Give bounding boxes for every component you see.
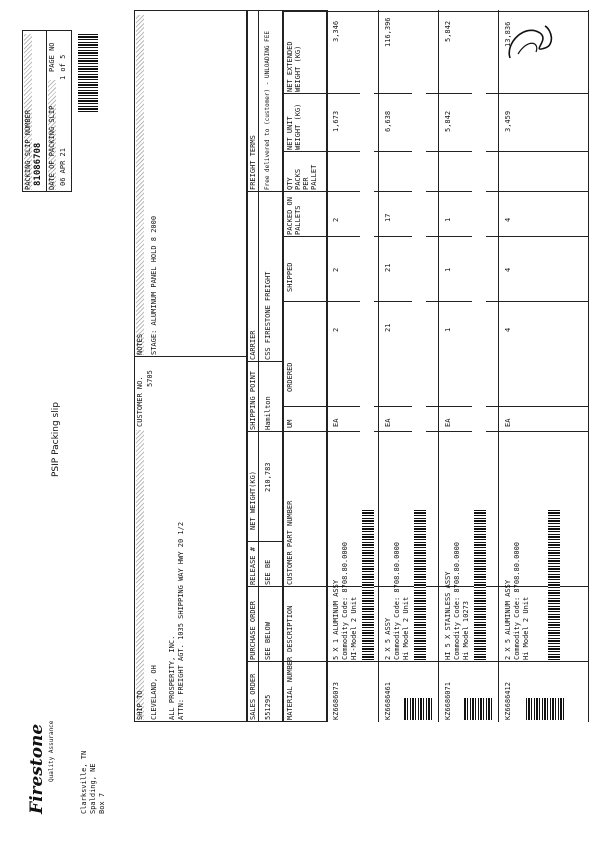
freight-terms: Free delivered to (customer) - UNLOADING FEE [264, 31, 271, 190]
sales-order-label: SALES ORDER [249, 673, 257, 720]
ship-to-line-2: ALL PROSPERITY, INC. [168, 635, 176, 720]
row4-desc-3: Hi Model 2 Unit [522, 596, 530, 660]
row1-desc-2: Commodity Code: 8708.80.0000 [341, 541, 349, 660]
row3-pallets: 1 [444, 217, 452, 222]
sales-order: 551295 [264, 694, 272, 720]
row3-um: EA [444, 418, 452, 427]
row4-shipped: 4 [504, 267, 512, 272]
row4-pallets: 4 [504, 217, 512, 222]
row3-desc-3: Hi Model 10273 [462, 600, 470, 660]
row3-desc-2: Commodity Code: 8708.80.0000 [453, 541, 461, 660]
col-um: UM [286, 419, 294, 428]
row3-ordered: 1 [444, 327, 452, 332]
row3-shipped: 1 [444, 267, 452, 272]
row2-pallets: 17 [384, 213, 392, 222]
release-label: RELEASE # [249, 547, 257, 585]
po-value: SEE BELOW [264, 622, 272, 660]
ship-to-box [134, 10, 248, 722]
col-net-extended-weight: NET EXTENDED WEIGHT (KG) [286, 41, 302, 92]
row2-um: EA [384, 418, 392, 427]
row3-barcode [474, 510, 486, 660]
carrier: CSS FIRESTONE FREIGHT [264, 271, 272, 360]
net-weight: 210,783 [264, 462, 272, 492]
packing-slip-sheet [8, 12, 588, 832]
row1-desc-3: HI-Model 2 Unit [350, 596, 358, 660]
col-material-number: MATERIAL NUMBER [286, 656, 294, 720]
row4-um: EA [504, 418, 512, 427]
row4-side-barcode [524, 698, 564, 720]
packing-slip-page-label: PAGE NO [48, 42, 56, 72]
packing-slip-barcode [78, 32, 98, 112]
row4-desc-2: Commodity Code: 8708.80.0000 [513, 541, 521, 660]
carrier-label: CARRIER [249, 330, 257, 360]
row1-barcode [362, 510, 374, 660]
row1-ext-weight: 3,346 [332, 20, 340, 42]
row4-desc-1: 2 X 5 ALUMINUM ASSY [504, 579, 512, 660]
row3-ext-weight: 5,842 [444, 20, 452, 42]
col-packed-on-pallets: PACKED ON PALLETS [286, 197, 302, 235]
row2-desc-1: 2 X 5 ASSY [384, 617, 392, 660]
row3-material: KZ6686071 [444, 682, 452, 720]
row2-ext-weight: 116,396 [384, 17, 392, 47]
net-weight-label: NET WEIGHT(KG) [249, 470, 257, 530]
packing-slip-page: 1 of 5 [59, 54, 67, 80]
row2-material: KZ6686461 [384, 682, 392, 720]
company-address-2: Spalding, NE [89, 763, 97, 814]
row1-ordered: 2 [332, 327, 340, 332]
row2-desc-3: Hi Model 2 Unit [402, 596, 410, 660]
ship-to-line-1: CLEVELAND, OH [150, 665, 158, 720]
row1-unit-weight: 1,673 [332, 110, 340, 132]
packing-slip-number-label: PACKING SLIP NUMBER [24, 34, 32, 190]
ship-to-label: SHIP TO [136, 430, 144, 720]
notes-label: NOTES [136, 15, 144, 355]
col-customer-part: CUSTOMER PART NUMBER [286, 500, 294, 585]
row3-desc-1: HI 5 X STAINLESS ASSY [444, 571, 452, 660]
row1-desc-1: 5 X 1 ALUMINUM ASSY [332, 579, 340, 660]
packing-slip-date: 06 APR 21 [59, 148, 67, 186]
row1-shipped: 2 [332, 267, 340, 272]
row2-desc-2: Commodity Code: 8708.80.0000 [393, 541, 401, 660]
shipping-point: Hamilton [264, 396, 272, 430]
row4-material: KZ6686412 [504, 682, 512, 720]
row4-barcode [548, 510, 560, 660]
packing-slip-date-label: DATE OF PACKING SLIP [48, 80, 56, 190]
po-label: PURCHASE ORDER [249, 600, 257, 660]
customer-no: 5705 [146, 370, 154, 387]
packing-slip-number: 81086708 [33, 142, 43, 186]
col-shipped: SHIPPED [286, 262, 294, 292]
company-address-1: Clarksville, TN [80, 750, 88, 814]
company-logo: Firestone [27, 723, 47, 814]
row4-ext-weight: 13,836 [504, 21, 512, 47]
row1-um: EA [332, 418, 340, 427]
row4-ordered: 4 [504, 327, 512, 332]
row1-material: KZ6686073 [332, 682, 340, 720]
row2-unit-weight: 6,638 [384, 110, 392, 132]
notes-text: STAGE: ALUMINUM PANEL HOLD 8 2000 [150, 215, 158, 355]
row2-shipped: 21 [384, 263, 392, 272]
ship-to-line-3: ATTN: FREIGHT AGT. 1035 SHIPPING WAY HWY 20 1/2 [177, 521, 185, 720]
document-title: PSIP Packing slip [51, 402, 61, 477]
shipping-point-label: SHIPPING POINT [249, 370, 257, 430]
row2-barcode [414, 510, 426, 660]
col-net-unit-weight: NET UNIT WEIGHT (KG) [286, 103, 302, 150]
row1-pallets: 2 [332, 217, 340, 222]
release-value: SEE BE [264, 559, 272, 585]
freight-label: FREIGHT TERMS [249, 135, 257, 190]
row3-unit-weight: 5,842 [444, 110, 452, 132]
customer-no-label: CUSTOMER NO. [136, 376, 144, 427]
row4-unit-weight: 3,459 [504, 110, 512, 132]
col-ordered: ORDERED [286, 362, 294, 392]
row2-side-barcode [404, 698, 432, 720]
signature-mark [500, 18, 560, 68]
row3-side-barcode [464, 698, 492, 720]
col-qty-packs: QTY PACKS PER PALLET [286, 164, 318, 190]
company-address-3: Box 7 [98, 792, 106, 814]
row2-ordered: 21 [384, 323, 392, 332]
col-description: DESCRIPTION [286, 605, 294, 652]
company-tagline: Quality Assurance [48, 720, 55, 782]
